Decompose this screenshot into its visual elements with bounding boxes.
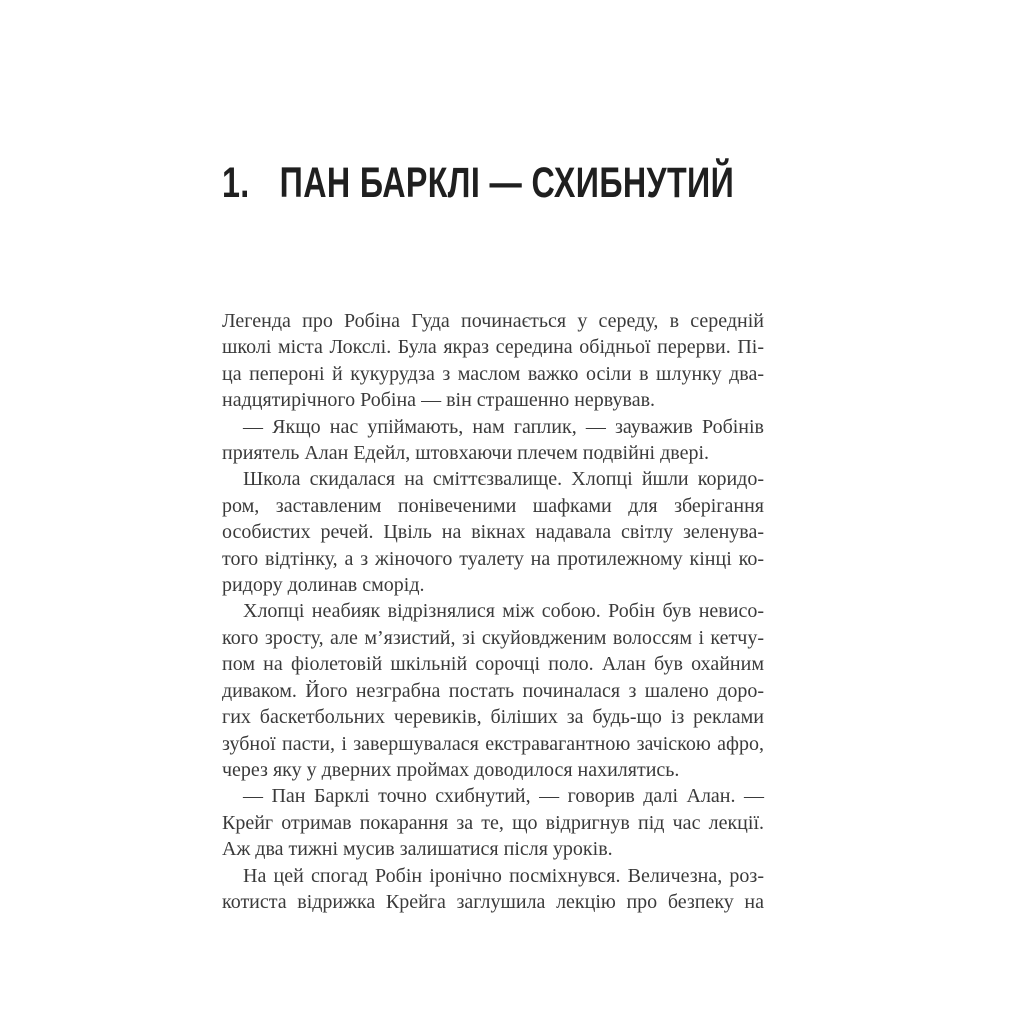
text-line: Аж два тижні мусив залишатися після уроків.: [222, 838, 613, 861]
text-line: диваком. Його незграбна постать починалася з шалено доро-: [222, 679, 764, 702]
text-line: того відтінку, а з жіночого туалету на протилежному кінці ко-: [222, 547, 764, 570]
text-line: кого зросту, але м’язистий, зі скуйовдженим волоссям і кетчу-: [222, 626, 764, 649]
text-line: ридору долинав сморід.: [222, 574, 425, 597]
chapter-heading: [222, 160, 734, 207]
paragraph: [222, 414, 764, 467]
text-line: — Пан Барклі точно схибнутий, — говорив далі Алан. —: [243, 785, 764, 808]
text-line: Крейг отримав покарання за те, що відригнув під час лекції.: [222, 811, 764, 834]
text-line: ром, заставленим понівеченими шафками для зберігання: [222, 494, 764, 517]
text-line: надцятирічного Робіна — він страшенно нервував.: [222, 389, 656, 412]
text-line: Школа скидалася на сміттєзвалище. Хлопці йшли коридо-: [243, 468, 764, 491]
text-line: школі міста Локслі. Була якраз середина обідньої перерви. Пі-: [222, 336, 764, 359]
text-line: гих баскетбольних черевиків, біліших за будь-що із реклами: [222, 706, 764, 729]
chapter-number: 1.: [222, 159, 250, 207]
text-line: котиста відрижка Крейга заглушила лекцію про безпеку на: [222, 890, 764, 913]
text-line: Легенда про Робіна Гуда починається у середу, в середній: [222, 310, 764, 332]
text-line: пом на фіолетовій шкільній сорочці поло. Алан був охайним: [222, 653, 764, 676]
text-line: зубної пасти, і завершувалася екстравагантною зачіскою афро,: [222, 732, 764, 755]
text-line: особистих речей. Цвіль на вікнах надавала світлу зеленува-: [222, 521, 764, 544]
chapter-title: ПАН БАРКЛІ — СХИБНУТИЙ: [279, 159, 735, 207]
text-line: На цей спогад Робін іронічно посміхнувся. Величезна, роз-: [243, 864, 764, 887]
text-line: Хлопці неабияк відрізнялися між собою. Робін був невисо-: [243, 600, 764, 623]
text-block: [222, 308, 764, 915]
text-line: через яку у дверних проймах доводилося нахилятись.: [222, 758, 680, 781]
paragraph: [222, 598, 764, 783]
paragraph: [222, 783, 764, 862]
text-line: приятель Алан Едейл, штовхаючи плечем подвійні двері.: [222, 442, 710, 465]
text-line: ца пепероні й кукурудза з маслом важко осіли в шлунку два-: [222, 362, 764, 385]
text-line: — Якщо нас упіймають, нам гаплик, — зауважив Робінів: [243, 415, 764, 438]
paragraph: [222, 308, 764, 414]
paragraph: [222, 466, 764, 598]
paragraph: [222, 863, 764, 916]
